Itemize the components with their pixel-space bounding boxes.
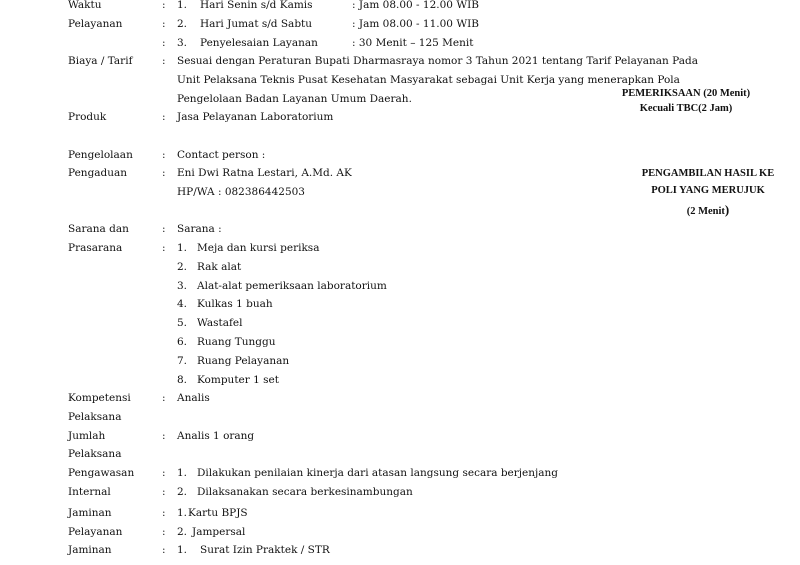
pengambilan-line3: (2 Menit: [686, 206, 725, 217]
pengawasan-colon: :: [162, 467, 166, 479]
produk-value: Jasa Pelayanan Laboratorium: [177, 111, 334, 123]
contact-name: Eni Dwi Ratna Lestari, A.Md. AK: [177, 167, 352, 179]
sarana-item-text: Rak alat: [197, 261, 242, 273]
pengawasan-item-text: Dilaksanakan secara berkesinambungan: [197, 486, 413, 498]
sarana-item-num: 6.: [177, 336, 188, 348]
pengelolaan-colon: :: [162, 167, 166, 179]
sarana-label: Sarana dan: [68, 223, 129, 235]
biaya-colon: :: [162, 55, 166, 67]
contact-phone: HP/WA : 082386442503: [177, 186, 305, 198]
jaminan-pelayanan-colon: :: [162, 526, 166, 538]
waktu-item-text: Hari Jumat s/d Sabtu: [200, 18, 313, 30]
waktu-item-text: Penyelesaian Layanan: [200, 37, 318, 49]
jaminan-pelayanan-item-num: 2.: [177, 526, 188, 538]
biaya-line: Unit Pelaksana Teknis Pusat Kesehatan Masyarakat sebagai Unit Kerja yang menerapkan Pola: [177, 74, 680, 86]
biaya-line: Sesuai dengan Peraturan Bupati Dharmasraya nomor 3 Tahun 2021 tentang Tarif Pelayanan Pada: [177, 55, 698, 67]
jumlah-colon: :: [162, 430, 166, 442]
pengawasan-colon: :: [162, 486, 166, 498]
waktu-colon: :: [162, 37, 166, 49]
waktu-colon: :: [162, 0, 166, 11]
sarana-item-num: 3.: [177, 280, 188, 292]
pengambilan-hasil-box: [620, 165, 796, 220]
jaminan-keamanan-item-text: Surat Izin Praktek / STR: [200, 544, 330, 556]
waktu-item-value: : 30 Menit – 125 Menit: [352, 37, 474, 49]
sarana-item-num: 1.: [177, 242, 188, 254]
waktu-item-value: : Jam 08.00 - 11.00 WIB: [352, 18, 479, 30]
waktu-sub-label: Pelayanan: [68, 18, 123, 30]
sarana-item-num: 8.: [177, 374, 188, 386]
kompetensi-value: Analis: [177, 392, 210, 404]
kompetensi-colon: :: [162, 392, 166, 404]
biaya-line: Pengelolaan Badan Layanan Umum Daerah.: [177, 93, 412, 105]
sarana-sub-label: Prasarana: [68, 242, 123, 254]
sarana-item-text: Komputer 1 set: [197, 374, 279, 386]
jaminan-pelayanan-sub-label: Pelayanan: [68, 526, 123, 538]
sarana-item-num: 7.: [177, 355, 188, 367]
pengawasan-label: Pengawasan: [68, 467, 135, 479]
jaminan-pelayanan-item-text: Kartu BPJS: [188, 507, 248, 519]
waktu-colon: :: [162, 18, 166, 30]
sarana-item-text: Wastafel: [197, 317, 243, 329]
pengelolaan-label: Pengelolaan: [68, 149, 133, 161]
sarana-colon: :: [162, 223, 166, 235]
sarana-colon: :: [162, 242, 166, 254]
jaminan-pelayanan-item-num: 1.: [177, 507, 188, 519]
sarana-item-num: 4.: [177, 298, 188, 310]
waktu-label: Waktu: [68, 0, 102, 11]
pengelolaan-sub-label: Pengaduan: [68, 167, 128, 179]
pengawasan-item-num: 1.: [177, 467, 188, 479]
kompetensi-sub-label: Pelaksana: [68, 411, 122, 423]
jumlah-label: Jumlah: [68, 430, 106, 442]
jaminan-pelayanan-label: Jaminan: [68, 507, 112, 519]
waktu-item-value: : Jam 08.00 - 12.00 WIB: [352, 0, 479, 11]
sarana-heading: Sarana :: [177, 223, 222, 235]
waktu-item-text: Hari Senin s/d Kamis: [200, 0, 313, 11]
pengawasan-item-text: Dilakukan penilaian kinerja dari atasan langsung secara berjenjang: [197, 467, 559, 479]
contact-heading: Contact person :: [177, 149, 266, 161]
waktu-item-num: 1.: [177, 0, 188, 11]
waktu-item-num: 3.: [177, 37, 188, 49]
jumlah-value: Analis 1 orang: [177, 430, 255, 442]
sarana-item-num: 2.: [177, 261, 188, 273]
sarana-item-text: Kulkas 1 buah: [197, 298, 273, 310]
jaminan-keamanan-colon: :: [162, 544, 166, 556]
jaminan-keamanan-label: Jaminan: [68, 544, 112, 556]
jaminan-keamanan-item-num: 1.: [177, 544, 188, 556]
pengawasan-item-num: 2.: [177, 486, 188, 498]
kompetensi-label: Kompetensi: [68, 392, 131, 404]
jaminan-pelayanan-colon: :: [162, 507, 166, 519]
pengambilan-line1: PENGAMBILAN HASIL KE: [641, 168, 775, 179]
produk-label: Produk: [68, 111, 107, 123]
produk-colon: :: [162, 111, 166, 123]
pengawasan-sub-label: Internal: [68, 486, 111, 498]
sarana-item-num: 5.: [177, 317, 188, 329]
pengambilan-paren: ): [724, 202, 730, 217]
pemeriksaan-box: [596, 86, 776, 116]
sarana-item-text: Alat-alat pemeriksaan laboratorium: [197, 280, 387, 292]
pemeriksaan-line1: PEMERIKSAAN (20 Menit): [621, 88, 751, 99]
pemeriksaan-line2: Kecuali TBC(2 Jam): [639, 103, 733, 114]
sarana-item-text: Ruang Tunggu: [197, 336, 276, 348]
jaminan-pelayanan-item-text: Jampersal: [192, 526, 246, 538]
sarana-item-text: Meja dan kursi periksa: [197, 242, 320, 254]
biaya-label: Biaya / Tarif: [68, 55, 133, 67]
jumlah-sub-label: Pelaksana: [68, 448, 122, 460]
pengelolaan-colon: :: [162, 149, 166, 161]
pengambilan-line2: POLI YANG MERUJUK: [651, 185, 765, 196]
waktu-item-num: 2.: [177, 18, 188, 30]
sarana-item-text: Ruang Pelayanan: [197, 355, 290, 367]
